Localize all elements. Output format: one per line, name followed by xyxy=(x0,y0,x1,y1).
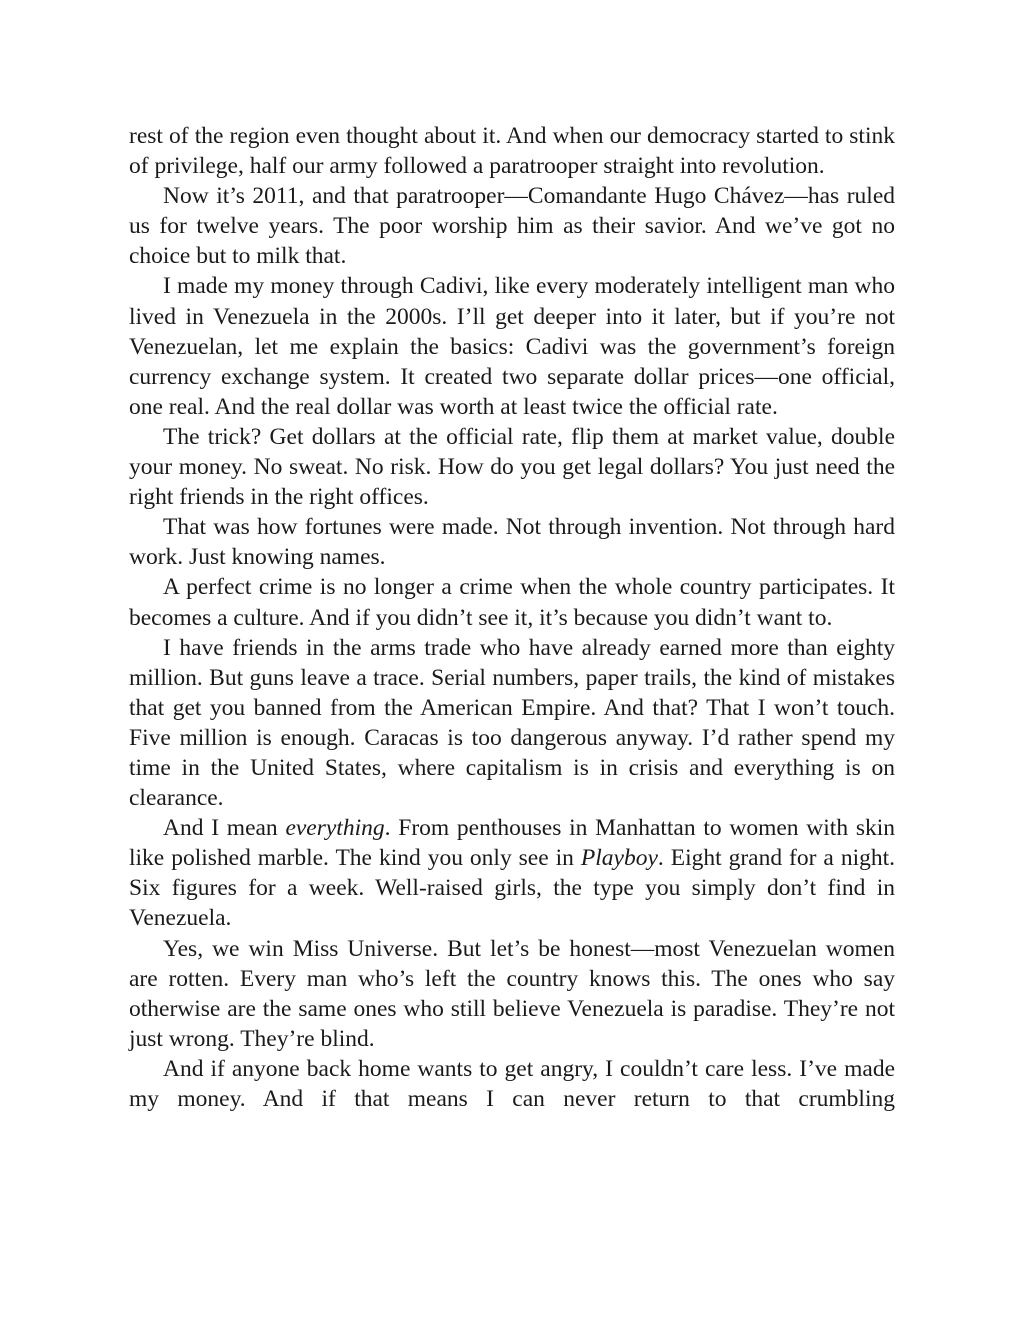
paragraph-1 xyxy=(129,121,895,181)
paragraph-2 xyxy=(129,181,895,271)
text-run: The trick? Get dollars at the official rate, flip them at market value, double your money. No sweat. No risk. How do you get legal dollars? You just need the right friends in the right offices. xyxy=(129,423,895,511)
paragraph-7 xyxy=(129,633,895,814)
text-run: . Eight grand for a night. Six figures for a week. Well-raised girls, the type you simply don’t find in Venezuela. xyxy=(129,845,895,932)
text-run: I have friends in the arms trade who have already earned more than eighty million. But guns leave a trace. Serial numbers, paper trails, the kind of mistakes that get you banned from the American Empire. And that? That I won’t touch. Five million is enough. Caracas is too dangerous anyway. I’d rather spend my time in the United States, where capitalism is in crisis and everything is on clearance. xyxy=(129,634,895,812)
text-run: Now it’s 2011, and that paratrooper—Comandante Hugo Chávez—has ruled us for twelve years. The poor worship him as their savior. And we’ve got no choice but to milk that. xyxy=(129,183,895,270)
italic-run: everything xyxy=(285,815,385,842)
text-run: And if anyone back home wants to get angry, I couldn’t care less. I’ve made my money. And if that means I can never return to that crumbling xyxy=(129,1055,895,1112)
text-run: Yes, we win Miss Universe. But let’s be honest—most Venezuelan women are rotten. Every man who’s left the country knows this. The ones who say otherwise are the same ones who still believe Venezuela is paradise. They’re not just wrong. They’re blind. xyxy=(129,935,895,1052)
text-run: . From penthouses in Manhattan to women with skin like polished marble. The kind you only see in xyxy=(129,815,896,872)
paragraph-5 xyxy=(129,512,895,572)
text-run: rest of the region even thought about it. And when our democracy started to stink of privilege, half our army followed a paratrooper straight into revolution. xyxy=(129,123,895,180)
text-run: And I mean xyxy=(163,815,286,842)
page-body xyxy=(129,121,895,1114)
text-run: That was how fortunes were made. Not through invention. Not through hard work. Just knowing names. xyxy=(129,514,895,571)
paragraph-9 xyxy=(129,934,895,1054)
paragraph-8 xyxy=(129,813,895,933)
paragraph-3 xyxy=(129,271,895,421)
paragraph-10 xyxy=(129,1054,895,1114)
italic-run: Playboy xyxy=(580,845,658,872)
text-run: I made my money through Cadivi, like every moderately intelligent man who lived in Venezuela in the 2000s. I’ll get deeper into it later, but if you’re not Venezuelan, let me explain the basics: Cadivi was the government’s foreign currency exchange system. It created two separate dollar prices—one official, one real. And the real dollar was worth at least twice the official rate. xyxy=(129,273,895,420)
paragraph-4 xyxy=(129,422,895,512)
paragraph-6 xyxy=(129,572,895,632)
text-run: A perfect crime is no longer a crime when the whole country participates. It becomes a culture. And if you didn’t see it, it’s because you didn’t want to. xyxy=(129,574,895,631)
